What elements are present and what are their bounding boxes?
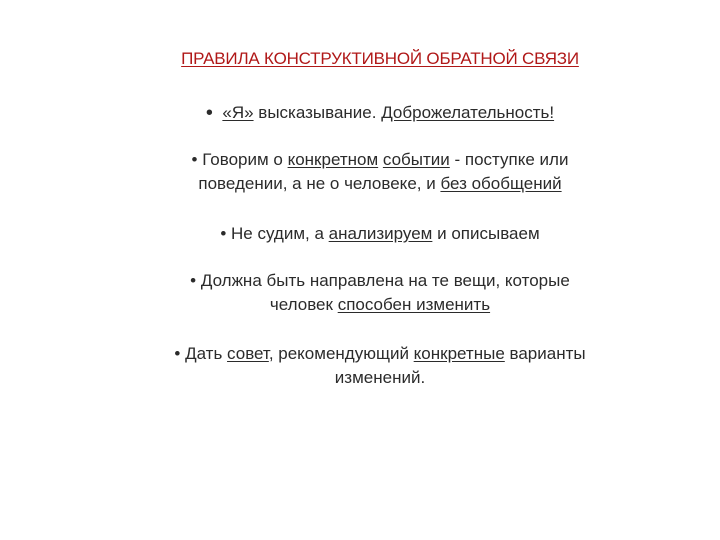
text-segment: событии: [382, 150, 450, 169]
text-segment: Дать: [185, 344, 228, 363]
text-segment: - поступке или: [449, 150, 569, 169]
bullet-icon: •: [190, 271, 197, 290]
text-line: [0, 293, 720, 317]
text-line: [0, 172, 720, 196]
bullet-icon: •: [205, 102, 213, 124]
text-segment: анализируем: [328, 224, 433, 243]
text-line: [0, 366, 720, 390]
text-segment: поведении, а не о человеке, и: [198, 174, 441, 193]
text-segment: высказывание.: [253, 103, 382, 122]
text-segment: Должна быть направлена на те вещи, которые: [200, 271, 570, 290]
slide-title: ПРАВИЛА КОНСТРУКТИВНОЙ ОБРАТНОЙ СВЯЗИ: [181, 49, 579, 68]
bullet-point-5: [0, 342, 720, 390]
text-segment: конкретные: [413, 344, 505, 363]
text-segment: , рекомендующий: [268, 344, 414, 363]
text-line: [0, 148, 720, 172]
text-line: [0, 342, 720, 366]
text-segment: совет: [227, 344, 269, 363]
text-segment: Не судим, а: [231, 224, 329, 243]
text-segment: человек: [269, 295, 338, 314]
bullet-icon: •: [174, 344, 181, 363]
bullet-icon: •: [191, 150, 198, 169]
text-segment: и описываем: [432, 224, 540, 243]
text-segment: изменений.: [334, 368, 426, 387]
text-segment: без обобщений: [440, 174, 562, 193]
text-segment: «Я»: [222, 103, 254, 122]
bullet-icon: •: [220, 224, 227, 243]
bullet-point-2: [0, 148, 720, 196]
text-segment: Говорим о: [202, 150, 288, 169]
text-segment: Доброжелательность!: [381, 103, 555, 122]
text-line: [0, 269, 720, 293]
bullet-point-3: [0, 222, 720, 246]
text-segment: способен изменить: [337, 295, 491, 314]
text-segment: варианты: [504, 344, 586, 363]
bullet-point-1: [0, 101, 720, 125]
text-segment: конкретном: [287, 150, 379, 169]
bullet-point-4: [0, 269, 720, 317]
